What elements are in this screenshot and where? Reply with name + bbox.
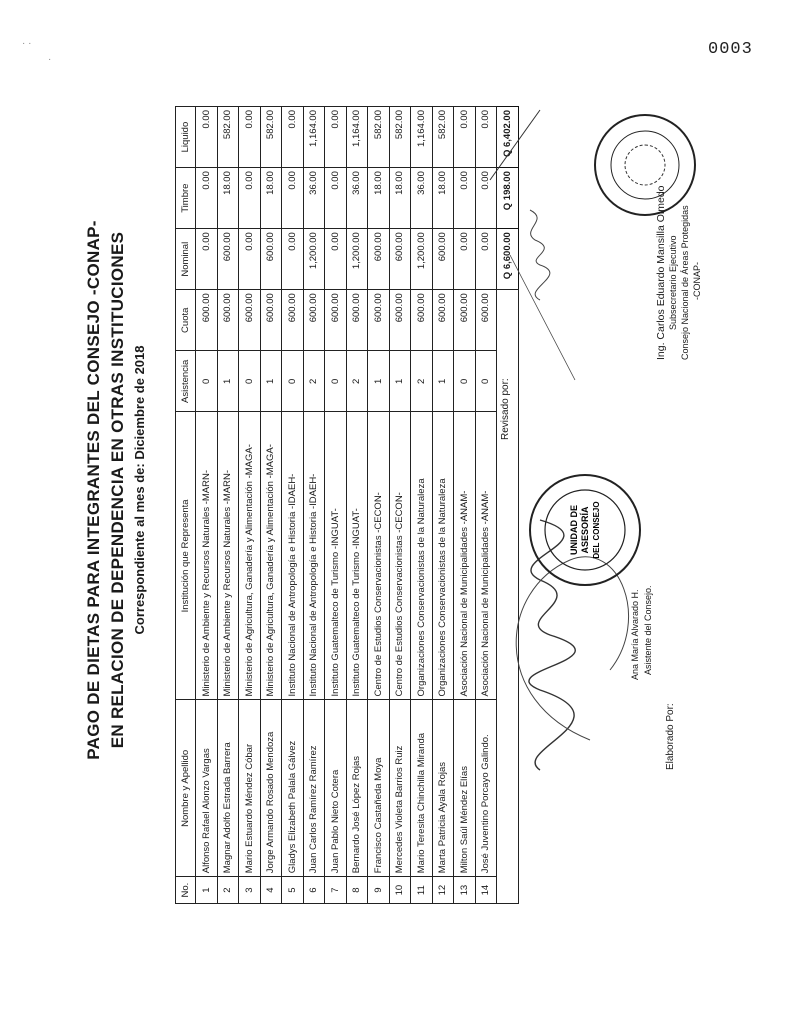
row-liquido: 582.00 bbox=[432, 107, 454, 168]
row-institution: Instituto Nacional de Antropología e Historia -IDAEH- bbox=[303, 412, 325, 700]
row-nominal: 600.00 bbox=[368, 229, 390, 290]
row-name: Mario Estuardo Méndez Cóbar bbox=[239, 700, 261, 877]
row-no: 8 bbox=[346, 877, 368, 904]
row-no: 3 bbox=[239, 877, 261, 904]
row-nominal: 600.00 bbox=[217, 229, 239, 290]
row-name: Jorge Armando Rosado Mendoza bbox=[260, 700, 282, 877]
total-liquido: Q 6,402.00 bbox=[497, 107, 519, 168]
row-name: Mercedes Violeta Barrios Ruiz bbox=[389, 700, 411, 877]
row-nominal: 1,200.00 bbox=[303, 229, 325, 290]
row-no: 4 bbox=[260, 877, 282, 904]
signatory-role1: Subsecretario Ejecutivo bbox=[668, 235, 678, 330]
document-title: PAGO DE DIETAS PARA INTEGRANTES DEL CONSEJO -CONAP- bbox=[84, 220, 103, 760]
row-name: Juan Pablo Nieto Cotera bbox=[325, 700, 347, 877]
row-attendance: 2 bbox=[346, 351, 368, 412]
row-liquido: 582.00 bbox=[260, 107, 282, 168]
row-liquido: 0.00 bbox=[196, 107, 218, 168]
row-attendance: 1 bbox=[389, 351, 411, 412]
row-attendance: 0 bbox=[282, 351, 304, 412]
row-cuota: 600.00 bbox=[346, 290, 368, 351]
row-timbre: 36.00 bbox=[411, 168, 433, 229]
row-no: 9 bbox=[368, 877, 390, 904]
row-nominal: 0.00 bbox=[239, 229, 261, 290]
document-subtitle: EN RELACION DE DEPENDENCIA EN OTRAS INSTITUCIONES bbox=[108, 231, 127, 749]
row-institution: Ministerio de Ambiente y Recursos Naturales -MARN- bbox=[196, 412, 218, 700]
row-no: 14 bbox=[475, 877, 497, 904]
row-timbre: 18.00 bbox=[217, 168, 239, 229]
row-attendance: 0 bbox=[475, 351, 497, 412]
header-institution: Institución que Representa bbox=[176, 412, 196, 700]
row-cuota: 600.00 bbox=[325, 290, 347, 351]
header-attendance: Asistencia bbox=[176, 351, 196, 412]
header-cuota: Cuota bbox=[176, 290, 196, 351]
row-nominal: 1,200.00 bbox=[346, 229, 368, 290]
scan-speck: · bbox=[48, 54, 52, 65]
row-name: Alfonso Rafael Alonzo Vargas bbox=[196, 700, 218, 877]
row-attendance: 1 bbox=[432, 351, 454, 412]
page-number: 0003 bbox=[708, 40, 753, 59]
row-name: Milton Saúl Méndez Elías bbox=[454, 700, 476, 877]
row-liquido: 0.00 bbox=[282, 107, 304, 168]
row-institution: Centro de Estudios Conservacionistas -CECON- bbox=[389, 412, 411, 700]
row-institution: Instituto Nacional de Antropología e Historia -IDAEH- bbox=[282, 412, 304, 700]
elaborado-label: Elaborado Por: bbox=[665, 703, 676, 770]
row-name: Juan Carlos Ramírez Ramírez bbox=[303, 700, 325, 877]
row-name: Mario Teresita Chinchilla Miranda bbox=[411, 700, 433, 877]
row-attendance: 0 bbox=[454, 351, 476, 412]
row-no: 12 bbox=[432, 877, 454, 904]
revisado-signature bbox=[530, 210, 550, 300]
row-liquido: 0.00 bbox=[325, 107, 347, 168]
row-cuota: 600.00 bbox=[239, 290, 261, 351]
row-no: 6 bbox=[303, 877, 325, 904]
row-name: Gladys Elizabeth Palala Gálvez bbox=[282, 700, 304, 877]
row-institution: Organizaciones Conservacionistas de la Naturaleza bbox=[411, 412, 433, 700]
row-timbre: 18.00 bbox=[389, 168, 411, 229]
header-no: No. bbox=[176, 877, 196, 904]
row-attendance: 1 bbox=[217, 351, 239, 412]
row-institution: Ministerio de Ambiente y Recursos Naturales -MARN- bbox=[217, 412, 239, 700]
row-liquido: 582.00 bbox=[389, 107, 411, 168]
row-cuota: 600.00 bbox=[196, 290, 218, 351]
row-nominal: 600.00 bbox=[389, 229, 411, 290]
row-liquido: 582.00 bbox=[217, 107, 239, 168]
signatory-role2: Consejo Nacional de Áreas Protegidas bbox=[680, 205, 690, 360]
row-institution: Instituto Guatemalteco de Turismo -INGUAT- bbox=[325, 412, 347, 700]
stamp-text-asesoria: ASESORÍA bbox=[580, 506, 590, 554]
stamp-emblem bbox=[625, 145, 665, 185]
row-nominal: 0.00 bbox=[196, 229, 218, 290]
row-cuota: 600.00 bbox=[217, 290, 239, 351]
row-institution: Asociación Nacional de Municipalidades -ANAM- bbox=[475, 412, 497, 700]
row-cuota: 600.00 bbox=[454, 290, 476, 351]
row-timbre: 0.00 bbox=[325, 168, 347, 229]
row-cuota: 600.00 bbox=[475, 290, 497, 351]
row-timbre: 0.00 bbox=[239, 168, 261, 229]
row-attendance: 2 bbox=[303, 351, 325, 412]
header-timbre: Timbre bbox=[176, 168, 196, 229]
row-no: 2 bbox=[217, 877, 239, 904]
row-no: 11 bbox=[411, 877, 433, 904]
row-timbre: 0.00 bbox=[454, 168, 476, 229]
row-cuota: 600.00 bbox=[303, 290, 325, 351]
row-no: 10 bbox=[389, 877, 411, 904]
row-timbre: 18.00 bbox=[368, 168, 390, 229]
row-institution: Instituto Guatemalteco de Turismo -INGUAT- bbox=[346, 412, 368, 700]
row-liquido: 1,164.00 bbox=[346, 107, 368, 168]
row-nominal: 0.00 bbox=[475, 229, 497, 290]
row-liquido: 582.00 bbox=[368, 107, 390, 168]
elaborado-role: Asistente del Consejo. bbox=[643, 585, 653, 675]
row-attendance: 1 bbox=[368, 351, 390, 412]
row-nominal: 0.00 bbox=[454, 229, 476, 290]
row-liquido: 1,164.00 bbox=[411, 107, 433, 168]
signatory-role3: -CONAP- bbox=[692, 262, 702, 300]
row-no: 7 bbox=[325, 877, 347, 904]
header-name: Nombre y Apellido bbox=[176, 700, 196, 877]
row-institution: Centro de Estudios Conservacionistas -CECON- bbox=[368, 412, 390, 700]
row-cuota: 600.00 bbox=[282, 290, 304, 351]
row-attendance: 1 bbox=[260, 351, 282, 412]
row-liquido: 1,164.00 bbox=[303, 107, 325, 168]
header-liquido: Liquido bbox=[176, 107, 196, 168]
row-timbre: 0.00 bbox=[196, 168, 218, 229]
stamp-outer-ring bbox=[595, 115, 695, 215]
row-liquido: 0.00 bbox=[475, 107, 497, 168]
total-timbre: Q 198.00 bbox=[497, 168, 519, 229]
row-name: Francisco Castañeda Moya bbox=[368, 700, 390, 877]
elaborado-name: Ana María Alvarado H. bbox=[630, 589, 640, 680]
row-attendance: 0 bbox=[325, 351, 347, 412]
row-liquido: 0.00 bbox=[239, 107, 261, 168]
row-institution: Organizaciones Conservacionistas de la Naturaleza bbox=[432, 412, 454, 700]
row-no: 5 bbox=[282, 877, 304, 904]
row-timbre: 0.00 bbox=[282, 168, 304, 229]
revisado-label: Revisado por: bbox=[500, 378, 511, 440]
rotated-document bbox=[70, 60, 710, 920]
row-timbre: 18.00 bbox=[432, 168, 454, 229]
row-timbre: 0.00 bbox=[475, 168, 497, 229]
document-period: Correspondiente al mes de: Diciembre de 2018 bbox=[132, 345, 147, 635]
signatory-name: Ing. Carlos Eduardo Mansilla Olmedo bbox=[655, 185, 667, 360]
row-nominal: 1,200.00 bbox=[411, 229, 433, 290]
row-liquido: 0.00 bbox=[454, 107, 476, 168]
row-cuota: 600.00 bbox=[260, 290, 282, 351]
row-timbre: 36.00 bbox=[303, 168, 325, 229]
row-name: Bernardo José López Rojas bbox=[346, 700, 368, 877]
stamp-text-unidad: UNIDAD DE bbox=[569, 504, 579, 556]
stamp-text-consejo: DEL CONSEJO bbox=[592, 501, 601, 559]
row-nominal: 0.00 bbox=[282, 229, 304, 290]
row-timbre: 36.00 bbox=[346, 168, 368, 229]
total-nominal: Q 6,600.00 bbox=[497, 229, 519, 290]
scan-speck: · · bbox=[22, 38, 32, 49]
row-nominal: 600.00 bbox=[260, 229, 282, 290]
row-institution: Ministerio de Agricultura, Ganadería y Alimentación -MAGA- bbox=[239, 412, 261, 700]
stamp-inner-ring bbox=[611, 131, 679, 199]
conap-asesoria-stamp bbox=[525, 470, 645, 590]
row-institution: Asociación Nacional de Municipalidades -ANAM- bbox=[454, 412, 476, 700]
row-name: José Juventino Porcayo Galindo. bbox=[475, 700, 497, 877]
cancel-line bbox=[510, 255, 575, 380]
row-nominal: 600.00 bbox=[432, 229, 454, 290]
cancel-line bbox=[490, 110, 540, 180]
subsecretaria-stamp bbox=[590, 110, 700, 220]
row-attendance: 2 bbox=[411, 351, 433, 412]
row-no: 13 bbox=[454, 877, 476, 904]
row-nominal: 0.00 bbox=[325, 229, 347, 290]
header-nominal: Nominal bbox=[176, 229, 196, 290]
row-cuota: 600.00 bbox=[432, 290, 454, 351]
row-attendance: 0 bbox=[196, 351, 218, 412]
row-cuota: 600.00 bbox=[368, 290, 390, 351]
row-institution: Ministerio de Agricultura, Ganadería y Alimentación -MAGA- bbox=[260, 412, 282, 700]
row-name: Marta Patricia Ayala Rojas bbox=[432, 700, 454, 877]
row-no: 1 bbox=[196, 877, 218, 904]
row-timbre: 18.00 bbox=[260, 168, 282, 229]
row-cuota: 600.00 bbox=[389, 290, 411, 351]
row-attendance: 0 bbox=[239, 351, 261, 412]
row-name: Magnar Adolfo Estrada Barrera bbox=[217, 700, 239, 877]
row-cuota: 600.00 bbox=[411, 290, 433, 351]
